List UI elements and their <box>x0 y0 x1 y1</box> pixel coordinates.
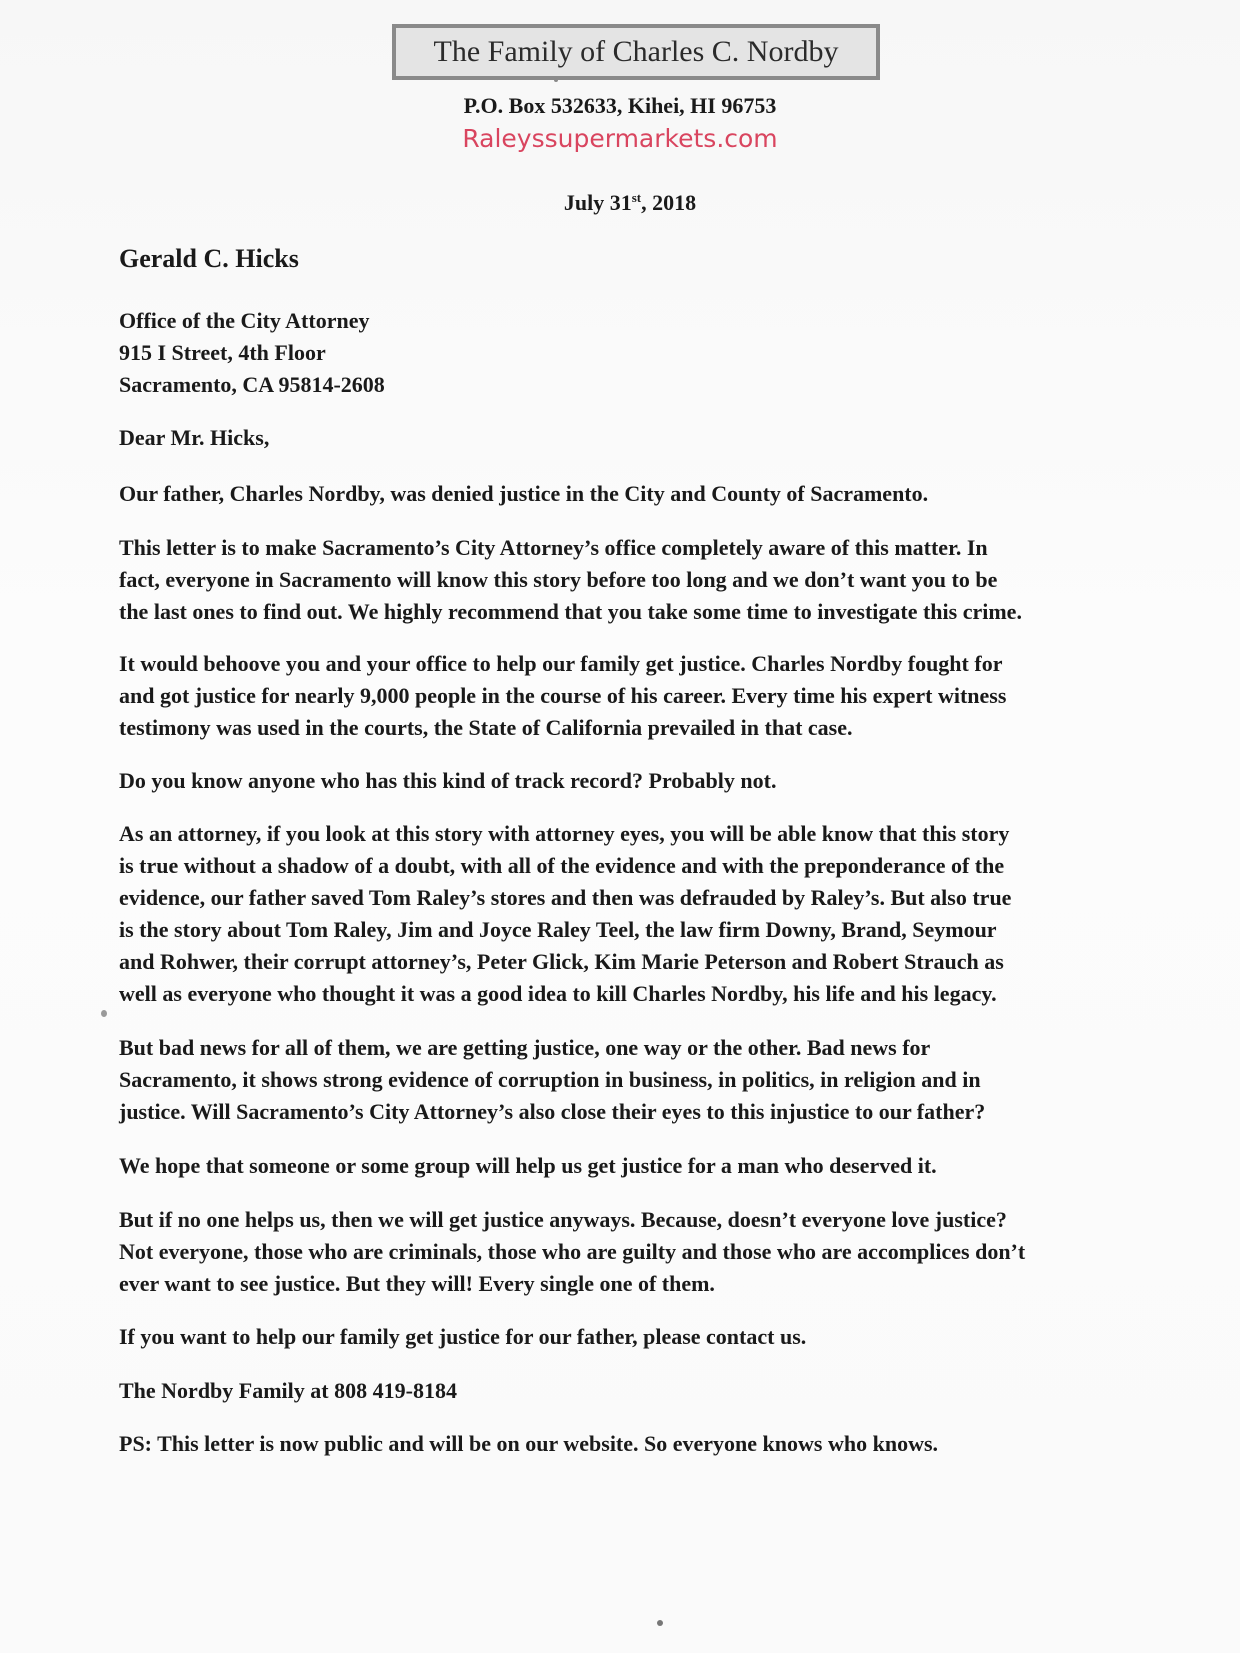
recipient-address <box>119 305 385 401</box>
paragraph-2 <box>119 532 1139 628</box>
paragraph-line: If you want to help our family get justice for our father, please contact us. <box>119 1324 807 1349</box>
paragraph-line: is the story about Tom Raley, Jim and Joyce Raley Teel, the law firm Downy, Brand, Seymour <box>119 917 997 942</box>
paragraph-line: But if no one helps us, then we will get justice anyways. Because, doesn’t everyone love justice? <box>119 1207 1007 1232</box>
letterhead-title: The Family of Charles C. Nordby <box>433 35 839 68</box>
paragraph-line: fact, everyone in Sacramento will know this story before too long and we don’t want you to be <box>119 567 998 592</box>
paragraph-8 <box>119 1204 1139 1300</box>
paragraph-line: justice. Will Sacramento’s City Attorney’s also close their eyes to this injustice to our father? <box>119 1099 986 1124</box>
paragraph-line: testimony was used in the courts, the State of California prevailed in that case. <box>119 715 853 740</box>
salutation <box>119 422 1139 454</box>
paragraph-7 <box>119 1150 1139 1182</box>
paragraph-line: Do you know anyone who has this kind of track record? Probably not. <box>119 768 777 793</box>
paragraph-line: the last ones to find out. We highly recommend that you take some time to investigate this crime. <box>119 599 1022 624</box>
paragraph-line: It would behoove you and your office to help our family get justice. Charles Nordby fought for <box>119 651 1003 676</box>
letterhead-box <box>392 24 880 80</box>
paragraph-line: But bad news for all of them, we are getting justice, one way or the other. Bad news for <box>119 1035 931 1060</box>
letter-date <box>0 190 1240 216</box>
contact-line <box>119 1375 1139 1407</box>
date-month-day: July 31 <box>563 190 632 215</box>
address-line: 915 I Street, 4th Floor <box>119 340 326 365</box>
website-text: Raleyssupermarkets.com <box>462 124 778 153</box>
date-suffix: st <box>631 190 642 205</box>
paragraph-line: Our father, Charles Nordby, was denied justice in the City and County of Sacramento. <box>119 481 929 506</box>
paragraph-line: Not everyone, those who are criminals, those who are guilty and those who are accomplices don’t <box>119 1239 1026 1264</box>
paragraph-line: and Rohwer, their corrupt attorney’s, Peter Glick, Kim Marie Peterson and Robert Strauch as <box>119 949 1004 974</box>
paragraph-line: The Nordby Family at 808 419-8184 <box>119 1378 457 1403</box>
recipient-name: Gerald C. Hicks <box>119 244 299 273</box>
paragraph-line: Sacramento, it shows strong evidence of corruption in business, in politics, in religion and in <box>119 1067 981 1092</box>
paragraph-4 <box>119 765 1139 797</box>
paragraph-line: PS: This letter is now public and will be on our website. So everyone knows who knows. <box>119 1431 939 1456</box>
paragraph-1 <box>119 478 1139 510</box>
paragraph-line: ever want to see justice. But they will! Every single one of them. <box>119 1271 715 1296</box>
po-box-address: P.O. Box 532633, Kihei, HI 96753 <box>463 93 777 118</box>
paragraph-9 <box>119 1321 1139 1353</box>
date-year: , 2018 <box>641 190 697 215</box>
postscript <box>119 1428 1139 1460</box>
scan-speck <box>554 78 558 82</box>
paragraph-line: well as everyone who thought it was a good idea to kill Charles Nordby, his life and his legacy. <box>119 981 997 1006</box>
paragraph-line: As an attorney, if you look at this story with attorney eyes, you will be able know that this story <box>119 821 1010 846</box>
salutation-text: Dear Mr. Hicks, <box>119 425 270 450</box>
scan-speck <box>101 1010 107 1017</box>
paragraph-line: is true without a shadow of a doubt, with all of the evidence and with the preponderance of the <box>119 853 1005 878</box>
paragraph-line: and got justice for nearly 9,000 people in the course of his career. Every time his expert witness <box>119 683 1007 708</box>
paragraph-5 <box>119 818 1139 1010</box>
scan-speck <box>657 1620 663 1626</box>
paragraph-line: evidence, our father saved Tom Raley’s stores and then was defrauded by Raley’s. But also true <box>119 885 1012 910</box>
paragraph-3 <box>119 648 1139 744</box>
paragraph-line: We hope that someone or some group will help us get justice for a man who deserved it. <box>119 1153 937 1178</box>
address-line: Sacramento, CA 95814-2608 <box>119 372 385 397</box>
paragraph-line: This letter is to make Sacramento’s City Attorney’s office completely aware of this matter. In <box>119 535 988 560</box>
address-line: Office of the City Attorney <box>119 308 370 333</box>
paragraph-6 <box>119 1032 1139 1128</box>
